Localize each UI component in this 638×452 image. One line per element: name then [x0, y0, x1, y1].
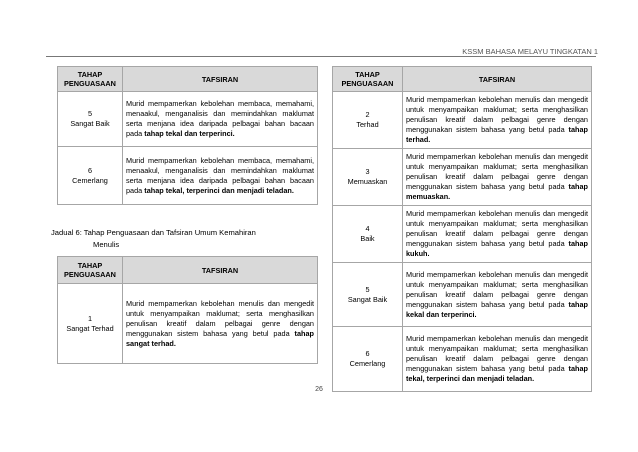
- description-emphasis: tahap tekal, terperinci dan menjadi teladan.: [406, 364, 588, 383]
- table-top-left: [57, 66, 318, 205]
- description-text: Murid mempamerkan kebolehan menulis dan mengedit untuk menyampaikan maklumat; serta menghasilkan penulisan kreatif dalam pelbagai genre dengan menggunakan sistem bahasa yang betul pada: [406, 95, 588, 134]
- caption-line-1: Jadual 6: Tahap Penguasaan dan Tafsiran Umum Kemahiran: [51, 228, 256, 237]
- level-name: Sangat Baik: [70, 119, 110, 128]
- description-cell: [123, 284, 318, 364]
- description-emphasis: tahap memuaskan.: [406, 182, 588, 201]
- level-number: 2: [365, 110, 370, 119]
- description-cell: [403, 206, 592, 263]
- description-emphasis: tahap tekal dan terperinci.: [144, 129, 235, 138]
- level-cell: [333, 263, 403, 327]
- level-name: Terhad: [356, 120, 379, 129]
- level-number: 6: [365, 349, 370, 358]
- level-name: Cemerlang: [72, 175, 108, 185]
- description-cell: [123, 147, 318, 205]
- description-text: Murid mempamerkan kebolehan menulis dan mengedit untuk menyampaikan maklumat; serta menghasilkan penulisan kreatif dalam pelbagai genre dengan menggunakan sistem bahasa yang betul pada: [406, 152, 588, 191]
- level-number: 5: [87, 109, 93, 118]
- level-number: 5: [365, 284, 370, 294]
- level-number: 1: [87, 313, 93, 323]
- level-cell: [58, 284, 123, 364]
- description-cell: [123, 92, 318, 147]
- page-number: 26: [315, 386, 323, 393]
- description-cell: [403, 327, 592, 392]
- col-header-desc: TAFSIRAN: [123, 257, 318, 284]
- description-cell: [403, 263, 592, 327]
- level-name: Cemerlang: [349, 359, 386, 368]
- description-text: Murid mempamerkan kebolehan menulis dan mengedit untuk menyampaikan maklumat; serta menghasilkan penulisan kreatif dalam pelbagai genre dengan menggunakan sistem bahasa yang betul pada: [406, 209, 588, 248]
- col-header-desc: TAFSIRAN: [123, 67, 318, 92]
- level-cell: [333, 149, 403, 206]
- level-number: 4: [365, 224, 370, 233]
- description-emphasis: tahap terhad.: [406, 125, 588, 144]
- col-header-level: TAHAP PENGUASAAN: [58, 257, 123, 284]
- description-cell: [403, 149, 592, 206]
- col-header-level: TAHAP PENGUASAAN: [333, 67, 403, 92]
- caption-line-2: Menulis: [93, 240, 120, 249]
- running-header: KSSM BAHASA MELAYU TINGKATAN 1: [462, 47, 598, 56]
- level-name: Sangat Terhad: [66, 323, 114, 333]
- description-text: Murid mempamerkan kebolehan membaca, memahami, menaakul, menganalisis dan memindahkan maklumat serta menjana idea daripada pelbagai bahan bacaan pada: [126, 155, 314, 195]
- table-bottom-left: [57, 256, 318, 364]
- level-number: 3: [365, 167, 370, 176]
- description-text: Murid mempamerkan kebolehan membaca, memahami, menaakul, menganalisis dan memindahkan maklumat serta menjana idea daripada pelbagai bahan bacaan pada: [126, 99, 314, 138]
- level-cell: [58, 92, 123, 147]
- header-rule: [46, 56, 596, 57]
- level-name: Sangat Baik: [347, 294, 388, 304]
- description-text: Murid mempamerkan kebolehan menulis dan mengedit untuk menyampaikan maklumat; serta menghasilkan penulisan kreatif dalam pelbagai genre dengan menggunakan sistem bahasa yang betul pada: [406, 269, 588, 309]
- description-text: Murid mempamerkan kebolehan menulis dan mengedit untuk menyampaikan maklumat; serta menghasilkan penulisan kreatif dalam pelbagai genre dengan menggunakan sistem bahasa yang betul pada: [126, 298, 314, 338]
- description-text: Murid mempamerkan kebolehan menulis dan mengedit untuk menyampaikan maklumat; serta menghasilkan penulisan kreatif dalam pelbagai genre dengan menggunakan sistem bahasa yang betul pada: [406, 334, 588, 373]
- level-cell: [333, 206, 403, 263]
- level-cell: [58, 147, 123, 205]
- level-cell: [333, 92, 403, 149]
- col-header-level: TAHAP PENGUASAAN: [58, 67, 123, 92]
- description-emphasis: tahap tekal, terperinci dan menjadi teladan.: [144, 185, 294, 195]
- col-header-desc: TAFSIRAN: [403, 67, 592, 92]
- level-name: Baik: [360, 234, 375, 243]
- description-cell: [403, 92, 592, 149]
- description-emphasis: tahap sangat terhad.: [126, 328, 314, 348]
- table-right: [332, 66, 592, 392]
- level-number: 6: [87, 165, 93, 175]
- description-emphasis: tahap kekal dan terperinci.: [406, 299, 588, 319]
- level-name: Memuaskan: [347, 177, 388, 186]
- table-caption: [51, 227, 256, 251]
- description-emphasis: tahap kukuh.: [406, 239, 588, 258]
- level-cell: [333, 327, 403, 392]
